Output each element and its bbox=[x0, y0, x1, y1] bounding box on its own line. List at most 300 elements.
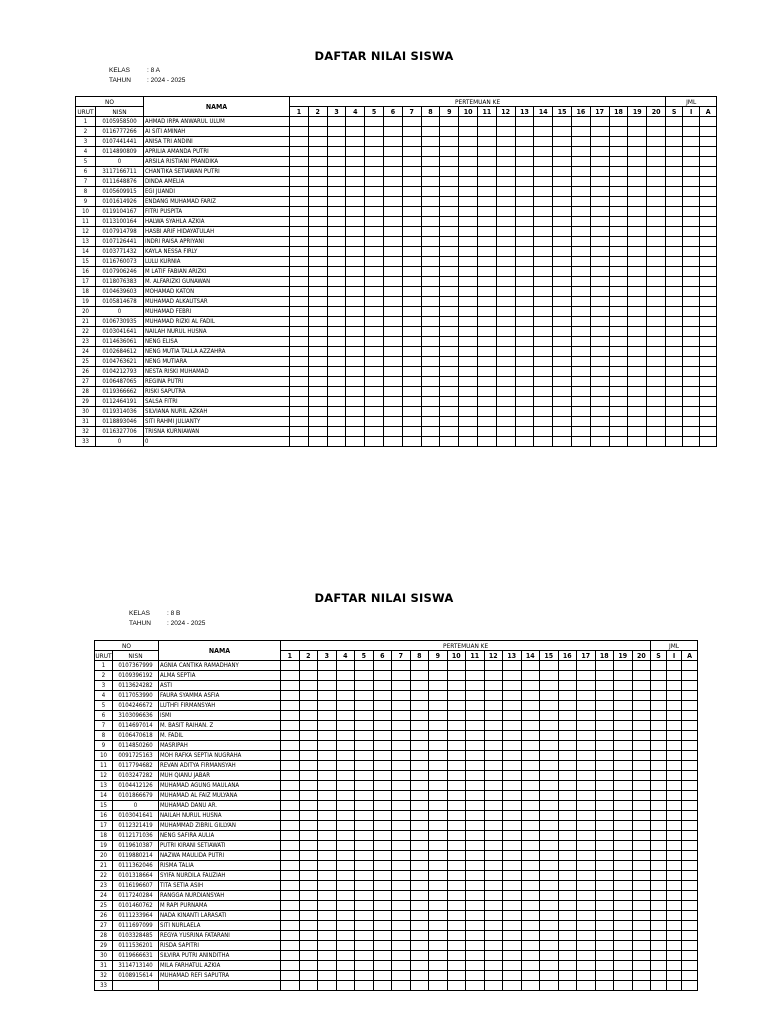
score-cell[interactable] bbox=[503, 831, 522, 841]
score-cell[interactable] bbox=[577, 931, 596, 941]
score-cell[interactable] bbox=[577, 861, 596, 871]
score-cell[interactable] bbox=[318, 951, 337, 961]
score-cell[interactable] bbox=[590, 247, 609, 257]
score-cell[interactable] bbox=[290, 337, 309, 347]
absence-cell[interactable] bbox=[666, 337, 683, 347]
score-cell[interactable] bbox=[609, 417, 628, 427]
score-cell[interactable] bbox=[515, 117, 534, 127]
score-cell[interactable] bbox=[421, 377, 440, 387]
score-cell[interactable] bbox=[440, 167, 459, 177]
score-cell[interactable] bbox=[429, 751, 448, 761]
absence-cell[interactable] bbox=[700, 437, 717, 447]
score-cell[interactable] bbox=[632, 981, 651, 991]
score-cell[interactable] bbox=[290, 207, 309, 217]
score-cell[interactable] bbox=[571, 187, 590, 197]
score-cell[interactable] bbox=[647, 217, 666, 227]
score-cell[interactable] bbox=[590, 317, 609, 327]
score-cell[interactable] bbox=[647, 347, 666, 357]
score-cell[interactable] bbox=[628, 407, 647, 417]
score-cell[interactable] bbox=[628, 127, 647, 137]
score-cell[interactable] bbox=[590, 397, 609, 407]
score-cell[interactable] bbox=[281, 801, 300, 811]
score-cell[interactable] bbox=[402, 257, 421, 267]
score-cell[interactable] bbox=[614, 921, 633, 931]
score-cell[interactable] bbox=[577, 961, 596, 971]
score-cell[interactable] bbox=[484, 791, 503, 801]
score-cell[interactable] bbox=[365, 357, 384, 367]
absence-cell[interactable] bbox=[666, 781, 682, 791]
score-cell[interactable] bbox=[647, 357, 666, 367]
score-cell[interactable] bbox=[365, 207, 384, 217]
score-cell[interactable] bbox=[281, 781, 300, 791]
score-cell[interactable] bbox=[534, 227, 553, 237]
score-cell[interactable] bbox=[647, 367, 666, 377]
score-cell[interactable] bbox=[327, 247, 346, 257]
score-cell[interactable] bbox=[421, 337, 440, 347]
score-cell[interactable] bbox=[299, 891, 318, 901]
score-cell[interactable] bbox=[466, 821, 485, 831]
score-cell[interactable] bbox=[402, 287, 421, 297]
score-cell[interactable] bbox=[299, 831, 318, 841]
score-cell[interactable] bbox=[346, 227, 365, 237]
score-cell[interactable] bbox=[290, 167, 309, 177]
score-cell[interactable] bbox=[628, 337, 647, 347]
score-cell[interactable] bbox=[410, 861, 429, 871]
score-cell[interactable] bbox=[402, 247, 421, 257]
score-cell[interactable] bbox=[577, 711, 596, 721]
score-cell[interactable] bbox=[402, 317, 421, 327]
absence-cell[interactable] bbox=[682, 911, 698, 921]
score-cell[interactable] bbox=[521, 901, 540, 911]
score-cell[interactable] bbox=[384, 187, 403, 197]
score-cell[interactable] bbox=[484, 851, 503, 861]
score-cell[interactable] bbox=[402, 407, 421, 417]
absence-cell[interactable] bbox=[683, 287, 700, 297]
score-cell[interactable] bbox=[308, 377, 327, 387]
score-cell[interactable] bbox=[373, 691, 392, 701]
score-cell[interactable] bbox=[503, 811, 522, 821]
score-cell[interactable] bbox=[534, 137, 553, 147]
score-cell[interactable] bbox=[281, 771, 300, 781]
score-cell[interactable] bbox=[553, 437, 572, 447]
score-cell[interactable] bbox=[327, 187, 346, 197]
score-cell[interactable] bbox=[628, 187, 647, 197]
score-cell[interactable] bbox=[647, 207, 666, 217]
score-cell[interactable] bbox=[447, 681, 466, 691]
score-cell[interactable] bbox=[318, 811, 337, 821]
score-cell[interactable] bbox=[384, 367, 403, 377]
score-cell[interactable] bbox=[484, 911, 503, 921]
score-cell[interactable] bbox=[477, 147, 496, 157]
score-cell[interactable] bbox=[534, 127, 553, 137]
score-cell[interactable] bbox=[558, 971, 577, 981]
absence-cell[interactable] bbox=[683, 207, 700, 217]
score-cell[interactable] bbox=[534, 267, 553, 277]
score-cell[interactable] bbox=[318, 781, 337, 791]
score-cell[interactable] bbox=[459, 317, 478, 327]
score-cell[interactable] bbox=[515, 357, 534, 367]
score-cell[interactable] bbox=[647, 257, 666, 267]
score-cell[interactable] bbox=[327, 267, 346, 277]
score-cell[interactable] bbox=[327, 437, 346, 447]
score-cell[interactable] bbox=[577, 981, 596, 991]
score-cell[interactable] bbox=[632, 941, 651, 951]
score-cell[interactable] bbox=[477, 267, 496, 277]
score-cell[interactable] bbox=[558, 981, 577, 991]
score-cell[interactable] bbox=[355, 841, 374, 851]
score-cell[interactable] bbox=[558, 821, 577, 831]
score-cell[interactable] bbox=[365, 417, 384, 427]
score-cell[interactable] bbox=[540, 961, 559, 971]
score-cell[interactable] bbox=[553, 357, 572, 367]
score-cell[interactable] bbox=[318, 681, 337, 691]
score-cell[interactable] bbox=[558, 901, 577, 911]
score-cell[interactable] bbox=[429, 871, 448, 881]
score-cell[interactable] bbox=[346, 237, 365, 247]
absence-cell[interactable] bbox=[666, 671, 682, 681]
score-cell[interactable] bbox=[534, 297, 553, 307]
score-cell[interactable] bbox=[628, 437, 647, 447]
score-cell[interactable] bbox=[429, 801, 448, 811]
score-cell[interactable] bbox=[290, 127, 309, 137]
score-cell[interactable] bbox=[318, 711, 337, 721]
score-cell[interactable] bbox=[534, 217, 553, 227]
score-cell[interactable] bbox=[327, 147, 346, 157]
score-cell[interactable] bbox=[477, 327, 496, 337]
score-cell[interactable] bbox=[466, 661, 485, 671]
absence-cell[interactable] bbox=[666, 761, 682, 771]
score-cell[interactable] bbox=[299, 801, 318, 811]
score-cell[interactable] bbox=[595, 851, 614, 861]
absence-cell[interactable] bbox=[651, 891, 667, 901]
score-cell[interactable] bbox=[410, 841, 429, 851]
score-cell[interactable] bbox=[447, 701, 466, 711]
score-cell[interactable] bbox=[421, 397, 440, 407]
score-cell[interactable] bbox=[447, 781, 466, 791]
score-cell[interactable] bbox=[336, 831, 355, 841]
score-cell[interactable] bbox=[609, 277, 628, 287]
absence-cell[interactable] bbox=[683, 347, 700, 357]
score-cell[interactable] bbox=[365, 127, 384, 137]
score-cell[interactable] bbox=[609, 297, 628, 307]
score-cell[interactable] bbox=[459, 307, 478, 317]
score-cell[interactable] bbox=[392, 721, 411, 731]
score-cell[interactable] bbox=[540, 861, 559, 871]
score-cell[interactable] bbox=[410, 851, 429, 861]
score-cell[interactable] bbox=[484, 901, 503, 911]
score-cell[interactable] bbox=[290, 147, 309, 157]
absence-cell[interactable] bbox=[651, 731, 667, 741]
score-cell[interactable] bbox=[402, 367, 421, 377]
score-cell[interactable] bbox=[571, 117, 590, 127]
score-cell[interactable] bbox=[327, 357, 346, 367]
score-cell[interactable] bbox=[281, 961, 300, 971]
score-cell[interactable] bbox=[327, 177, 346, 187]
score-cell[interactable] bbox=[484, 751, 503, 761]
score-cell[interactable] bbox=[632, 731, 651, 741]
score-cell[interactable] bbox=[503, 721, 522, 731]
score-cell[interactable] bbox=[308, 197, 327, 207]
absence-cell[interactable] bbox=[682, 971, 698, 981]
score-cell[interactable] bbox=[614, 731, 633, 741]
score-cell[interactable] bbox=[392, 901, 411, 911]
score-cell[interactable] bbox=[308, 277, 327, 287]
score-cell[interactable] bbox=[496, 337, 515, 347]
score-cell[interactable] bbox=[590, 437, 609, 447]
score-cell[interactable] bbox=[496, 397, 515, 407]
score-cell[interactable] bbox=[402, 137, 421, 147]
score-cell[interactable] bbox=[384, 317, 403, 327]
score-cell[interactable] bbox=[496, 317, 515, 327]
score-cell[interactable] bbox=[281, 761, 300, 771]
score-cell[interactable] bbox=[290, 297, 309, 307]
score-cell[interactable] bbox=[281, 821, 300, 831]
score-cell[interactable] bbox=[496, 417, 515, 427]
absence-cell[interactable] bbox=[700, 137, 717, 147]
score-cell[interactable] bbox=[429, 761, 448, 771]
score-cell[interactable] bbox=[571, 417, 590, 427]
score-cell[interactable] bbox=[577, 881, 596, 891]
score-cell[interactable] bbox=[540, 671, 559, 681]
score-cell[interactable] bbox=[496, 217, 515, 227]
absence-cell[interactable] bbox=[666, 177, 683, 187]
score-cell[interactable] bbox=[466, 671, 485, 681]
score-cell[interactable] bbox=[496, 427, 515, 437]
score-cell[interactable] bbox=[459, 297, 478, 307]
score-cell[interactable] bbox=[290, 257, 309, 267]
score-cell[interactable] bbox=[440, 237, 459, 247]
score-cell[interactable] bbox=[308, 287, 327, 297]
score-cell[interactable] bbox=[429, 851, 448, 861]
score-cell[interactable] bbox=[558, 681, 577, 691]
score-cell[interactable] bbox=[346, 387, 365, 397]
score-cell[interactable] bbox=[595, 801, 614, 811]
score-cell[interactable] bbox=[346, 177, 365, 187]
score-cell[interactable] bbox=[466, 761, 485, 771]
score-cell[interactable] bbox=[290, 187, 309, 197]
score-cell[interactable] bbox=[571, 327, 590, 337]
score-cell[interactable] bbox=[402, 297, 421, 307]
absence-cell[interactable] bbox=[666, 881, 682, 891]
score-cell[interactable] bbox=[628, 387, 647, 397]
score-cell[interactable] bbox=[299, 971, 318, 981]
score-cell[interactable] bbox=[290, 277, 309, 287]
score-cell[interactable] bbox=[647, 117, 666, 127]
absence-cell[interactable] bbox=[651, 801, 667, 811]
score-cell[interactable] bbox=[373, 731, 392, 741]
absence-cell[interactable] bbox=[700, 177, 717, 187]
absence-cell[interactable] bbox=[651, 981, 667, 991]
absence-cell[interactable] bbox=[700, 417, 717, 427]
absence-cell[interactable] bbox=[666, 207, 683, 217]
score-cell[interactable] bbox=[299, 811, 318, 821]
absence-cell[interactable] bbox=[666, 367, 683, 377]
absence-cell[interactable] bbox=[666, 711, 682, 721]
score-cell[interactable] bbox=[515, 427, 534, 437]
score-cell[interactable] bbox=[459, 167, 478, 177]
score-cell[interactable] bbox=[577, 751, 596, 761]
score-cell[interactable] bbox=[429, 931, 448, 941]
score-cell[interactable] bbox=[614, 681, 633, 691]
score-cell[interactable] bbox=[595, 961, 614, 971]
score-cell[interactable] bbox=[496, 197, 515, 207]
score-cell[interactable] bbox=[466, 901, 485, 911]
score-cell[interactable] bbox=[346, 327, 365, 337]
score-cell[interactable] bbox=[484, 931, 503, 941]
score-cell[interactable] bbox=[459, 427, 478, 437]
absence-cell[interactable] bbox=[683, 177, 700, 187]
score-cell[interactable] bbox=[595, 871, 614, 881]
score-cell[interactable] bbox=[477, 397, 496, 407]
score-cell[interactable] bbox=[447, 771, 466, 781]
score-cell[interactable] bbox=[515, 367, 534, 377]
score-cell[interactable] bbox=[299, 711, 318, 721]
score-cell[interactable] bbox=[553, 427, 572, 437]
absence-cell[interactable] bbox=[651, 701, 667, 711]
score-cell[interactable] bbox=[521, 841, 540, 851]
score-cell[interactable] bbox=[590, 287, 609, 297]
score-cell[interactable] bbox=[318, 941, 337, 951]
score-cell[interactable] bbox=[609, 137, 628, 147]
score-cell[interactable] bbox=[515, 417, 534, 427]
score-cell[interactable] bbox=[429, 781, 448, 791]
absence-cell[interactable] bbox=[700, 257, 717, 267]
score-cell[interactable] bbox=[534, 287, 553, 297]
absence-cell[interactable] bbox=[666, 931, 682, 941]
absence-cell[interactable] bbox=[651, 811, 667, 821]
score-cell[interactable] bbox=[318, 831, 337, 841]
score-cell[interactable] bbox=[384, 207, 403, 217]
score-cell[interactable] bbox=[477, 287, 496, 297]
absence-cell[interactable] bbox=[682, 771, 698, 781]
score-cell[interactable] bbox=[647, 127, 666, 137]
score-cell[interactable] bbox=[521, 751, 540, 761]
score-cell[interactable] bbox=[503, 701, 522, 711]
score-cell[interactable] bbox=[477, 367, 496, 377]
score-cell[interactable] bbox=[558, 911, 577, 921]
score-cell[interactable] bbox=[318, 881, 337, 891]
score-cell[interactable] bbox=[496, 127, 515, 137]
score-cell[interactable] bbox=[484, 691, 503, 701]
score-cell[interactable] bbox=[459, 177, 478, 187]
score-cell[interactable] bbox=[459, 247, 478, 257]
score-cell[interactable] bbox=[571, 347, 590, 357]
score-cell[interactable] bbox=[534, 277, 553, 287]
score-cell[interactable] bbox=[384, 197, 403, 207]
score-cell[interactable] bbox=[355, 821, 374, 831]
score-cell[interactable] bbox=[553, 287, 572, 297]
score-cell[interactable] bbox=[503, 671, 522, 681]
score-cell[interactable] bbox=[392, 741, 411, 751]
score-cell[interactable] bbox=[534, 167, 553, 177]
score-cell[interactable] bbox=[327, 237, 346, 247]
score-cell[interactable] bbox=[365, 217, 384, 227]
score-cell[interactable] bbox=[515, 337, 534, 347]
score-cell[interactable] bbox=[299, 761, 318, 771]
score-cell[interactable] bbox=[327, 397, 346, 407]
score-cell[interactable] bbox=[571, 407, 590, 417]
score-cell[interactable] bbox=[336, 731, 355, 741]
score-cell[interactable] bbox=[459, 257, 478, 267]
score-cell[interactable] bbox=[308, 337, 327, 347]
score-cell[interactable] bbox=[392, 691, 411, 701]
absence-cell[interactable] bbox=[651, 671, 667, 681]
score-cell[interactable] bbox=[365, 297, 384, 307]
score-cell[interactable] bbox=[429, 821, 448, 831]
score-cell[interactable] bbox=[429, 721, 448, 731]
score-cell[interactable] bbox=[402, 177, 421, 187]
score-cell[interactable] bbox=[571, 427, 590, 437]
score-cell[interactable] bbox=[590, 167, 609, 177]
score-cell[interactable] bbox=[355, 941, 374, 951]
score-cell[interactable] bbox=[595, 971, 614, 981]
score-cell[interactable] bbox=[577, 781, 596, 791]
score-cell[interactable] bbox=[614, 661, 633, 671]
score-cell[interactable] bbox=[540, 791, 559, 801]
absence-cell[interactable] bbox=[683, 377, 700, 387]
score-cell[interactable] bbox=[447, 871, 466, 881]
score-cell[interactable] bbox=[290, 137, 309, 147]
absence-cell[interactable] bbox=[666, 741, 682, 751]
score-cell[interactable] bbox=[553, 307, 572, 317]
score-cell[interactable] bbox=[553, 157, 572, 167]
score-cell[interactable] bbox=[595, 721, 614, 731]
score-cell[interactable] bbox=[410, 751, 429, 761]
score-cell[interactable] bbox=[373, 741, 392, 751]
score-cell[interactable] bbox=[365, 327, 384, 337]
score-cell[interactable] bbox=[281, 701, 300, 711]
absence-cell[interactable] bbox=[683, 167, 700, 177]
score-cell[interactable] bbox=[521, 951, 540, 961]
score-cell[interactable] bbox=[477, 307, 496, 317]
absence-cell[interactable] bbox=[651, 841, 667, 851]
score-cell[interactable] bbox=[355, 811, 374, 821]
absence-cell[interactable] bbox=[700, 247, 717, 257]
absence-cell[interactable] bbox=[682, 821, 698, 831]
absence-cell[interactable] bbox=[666, 397, 683, 407]
score-cell[interactable] bbox=[384, 147, 403, 157]
score-cell[interactable] bbox=[346, 427, 365, 437]
absence-cell[interactable] bbox=[651, 661, 667, 671]
score-cell[interactable] bbox=[614, 751, 633, 761]
score-cell[interactable] bbox=[373, 671, 392, 681]
score-cell[interactable] bbox=[466, 701, 485, 711]
score-cell[interactable] bbox=[534, 247, 553, 257]
score-cell[interactable] bbox=[459, 387, 478, 397]
absence-cell[interactable] bbox=[666, 731, 682, 741]
absence-cell[interactable] bbox=[682, 861, 698, 871]
score-cell[interactable] bbox=[534, 187, 553, 197]
score-cell[interactable] bbox=[410, 741, 429, 751]
score-cell[interactable] bbox=[355, 711, 374, 721]
score-cell[interactable] bbox=[590, 257, 609, 267]
score-cell[interactable] bbox=[466, 711, 485, 721]
score-cell[interactable] bbox=[521, 911, 540, 921]
score-cell[interactable] bbox=[558, 851, 577, 861]
score-cell[interactable] bbox=[355, 861, 374, 871]
score-cell[interactable] bbox=[540, 781, 559, 791]
score-cell[interactable] bbox=[484, 681, 503, 691]
score-cell[interactable] bbox=[299, 781, 318, 791]
score-cell[interactable] bbox=[496, 357, 515, 367]
score-cell[interactable] bbox=[521, 711, 540, 721]
score-cell[interactable] bbox=[632, 901, 651, 911]
score-cell[interactable] bbox=[590, 307, 609, 317]
score-cell[interactable] bbox=[628, 417, 647, 427]
score-cell[interactable] bbox=[440, 177, 459, 187]
score-cell[interactable] bbox=[466, 721, 485, 731]
score-cell[interactable] bbox=[336, 671, 355, 681]
